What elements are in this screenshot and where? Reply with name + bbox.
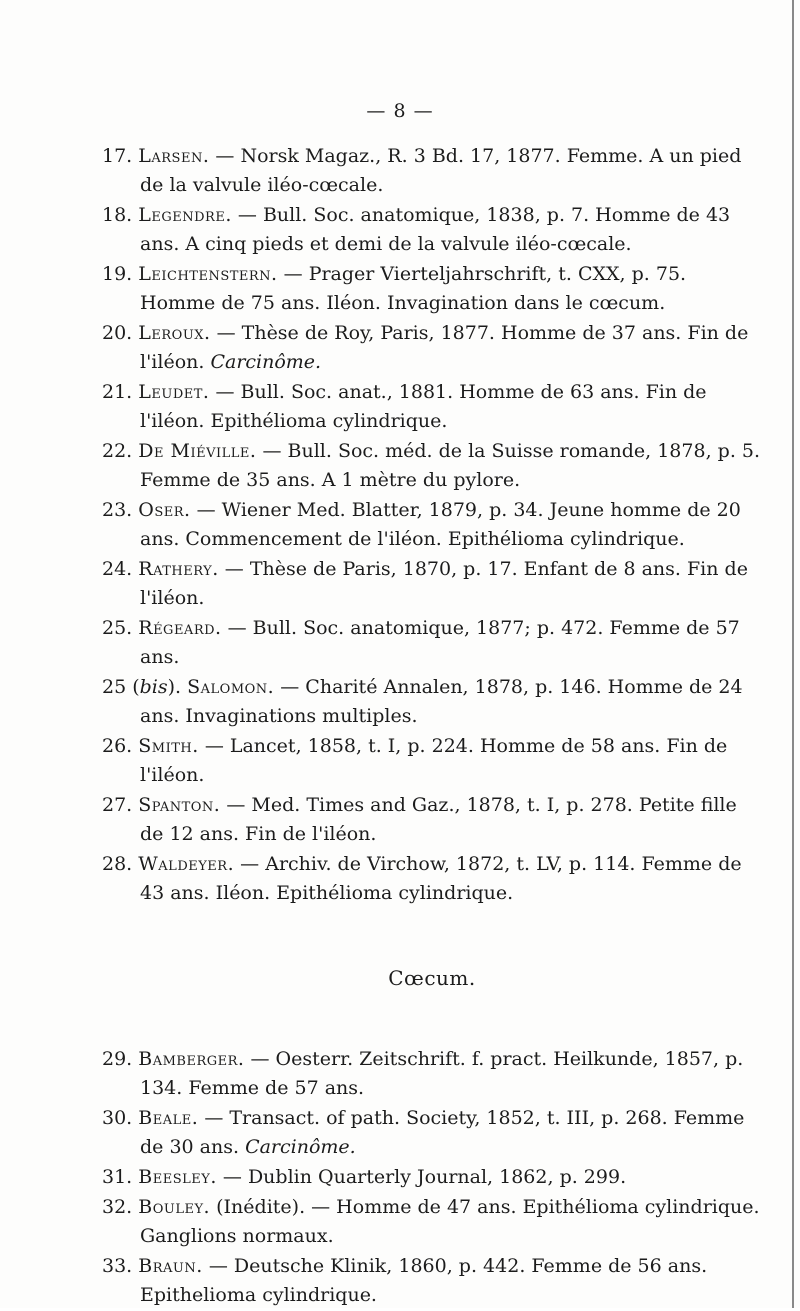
entry-number: 33. bbox=[102, 1255, 133, 1277]
entry-text: (Inédite). — Homme de 47 ans. Epithélioma cylindrique. Ganglions normaux. bbox=[140, 1196, 760, 1247]
entry-text: — Bull. Soc. anatomique, 1877; p. 472. Femme de 57 ans. bbox=[140, 617, 740, 668]
entry-author: Beale. bbox=[138, 1107, 199, 1129]
entry-25-bis bbox=[102, 673, 762, 731]
entry-text: — Bull. Soc. méd. de la Suisse romande, 1878, p. 5. Femme de 35 ans. A 1 mètre du pylore. bbox=[140, 440, 761, 491]
entry-29 bbox=[102, 1045, 762, 1103]
page-number: — 8 — bbox=[366, 100, 434, 122]
entry-number: 27. bbox=[102, 794, 133, 816]
entry-author: Oser. bbox=[138, 499, 191, 521]
entry-bis: bis bbox=[139, 676, 168, 698]
entry-text: — Bull. Soc. anat., 1881. Homme de 63 ans. Fin de l'iléon. Epithélioma cylindrique. bbox=[140, 381, 707, 432]
entry-author: Spanton. bbox=[138, 794, 221, 816]
entry-text: — Norsk Magaz., R. 3 Bd. 17, 1877. Femme. A un pied de la valvule iléo-cœcale. bbox=[140, 145, 742, 196]
entry-number: 19. bbox=[102, 263, 133, 285]
entry-author: Legendre. bbox=[138, 204, 232, 226]
entry-author: Braun. bbox=[138, 1255, 203, 1277]
entry-italic-note: Carcinôme. bbox=[245, 1136, 356, 1158]
entry-author: Bouley. bbox=[138, 1196, 211, 1218]
entry-author: Salomon. bbox=[187, 676, 275, 698]
entry-24 bbox=[102, 555, 762, 613]
entry-text: — Thèse de Paris, 1870, p. 17. Enfant de 8 ans. Fin de l'iléon. bbox=[140, 558, 748, 609]
entry-number: 20. bbox=[102, 322, 133, 344]
entry-text: — Thèse de Roy, Paris, 1877. Homme de 37 ans. Fin de l'iléon. bbox=[140, 322, 749, 373]
entry-bis-close: ). bbox=[167, 676, 188, 698]
entry-21 bbox=[102, 378, 762, 436]
entry-number: 22. bbox=[102, 440, 133, 462]
bibliography-list bbox=[102, 142, 762, 1311]
entry-23 bbox=[102, 496, 762, 554]
entry-text: — Transact. of path. Society, 1852, t. III, p. 268. Femme de 30 ans. bbox=[140, 1107, 745, 1158]
section-heading: Cœcum. bbox=[388, 966, 476, 990]
entry-author: Rathery. bbox=[138, 558, 219, 580]
entry-number: 32. bbox=[102, 1196, 133, 1218]
entry-number: 24. bbox=[102, 558, 133, 580]
entry-author: Régeard. bbox=[138, 617, 222, 639]
entry-author: De Miéville. bbox=[138, 440, 257, 462]
entry-32 bbox=[102, 1193, 762, 1251]
entry-28 bbox=[102, 850, 762, 908]
entry-number: 21. bbox=[102, 381, 133, 403]
entry-number: 26. bbox=[102, 735, 133, 757]
entry-text: — Charité Annalen, 1878, p. 146. Homme de 24 ans. Invaginations multiples. bbox=[140, 676, 743, 727]
entry-31 bbox=[102, 1163, 762, 1192]
entry-18 bbox=[102, 201, 762, 259]
entry-text: — Archiv. de Virchow, 1872, t. LV, p. 114. Femme de 43 ans. Iléon. Epithélioma cylindrique. bbox=[140, 853, 742, 904]
entry-text: — Dublin Quarterly Journal, 1862, p. 299. bbox=[216, 1166, 627, 1188]
entry-30 bbox=[102, 1104, 762, 1162]
entry-33 bbox=[102, 1252, 762, 1310]
entry-text: — Wiener Med. Blatter, 1879, p. 34. Jeune homme de 20 ans. Commencement de l'iléon. Epithélioma cylindrique. bbox=[140, 499, 741, 550]
entry-text: — Deutsche Klinik, 1860, p. 442. Femme de 56 ans. Epithelioma cylindrique. bbox=[140, 1255, 708, 1306]
entry-19 bbox=[102, 260, 762, 318]
entry-text: — Prager Vierteljahrschrift, t. CXX, p. 75. Homme de 75 ans. Iléon. Invagination dans le cœcum. bbox=[140, 263, 687, 314]
entry-text: — Med. Times and Gaz., 1878, t. I, p. 278. Petite fille de 12 ans. Fin de l'iléon. bbox=[140, 794, 737, 845]
entry-text: — Lancet, 1858, t. I, p. 224. Homme de 58 ans. Fin de l'iléon. bbox=[140, 735, 728, 786]
entry-author: Larsen. bbox=[138, 145, 210, 167]
entry-author: Waldeyer. bbox=[138, 853, 235, 875]
entry-number: 23. bbox=[102, 499, 133, 521]
entry-number: 25. bbox=[102, 617, 133, 639]
entry-text: — Bull. Soc. anatomique, 1838, p. 7. Homme de 43 ans. A cinq pieds et demi de la valvule iléo-cœcale. bbox=[140, 204, 731, 255]
entry-number: 29. bbox=[102, 1048, 133, 1070]
entry-number: 17. bbox=[102, 145, 133, 167]
entry-25 bbox=[102, 614, 762, 672]
entry-author: Leudet. bbox=[138, 381, 210, 403]
entry-number: 18. bbox=[102, 204, 133, 226]
entry-22 bbox=[102, 437, 762, 495]
entry-26 bbox=[102, 732, 762, 790]
entry-author: Leichtenstern. bbox=[138, 263, 278, 285]
entry-27 bbox=[102, 791, 762, 849]
page-edge-shadow bbox=[792, 0, 794, 1308]
entry-author: Leroux. bbox=[138, 322, 211, 344]
entry-20 bbox=[102, 319, 762, 377]
entry-author: Smith. bbox=[138, 735, 199, 757]
entry-author: Beesley. bbox=[138, 1166, 217, 1188]
entry-number: 31. bbox=[102, 1166, 133, 1188]
entry-text: — Oesterr. Zeitschrift. f. pract. Heilkunde, 1857, p. 134. Femme de 57 ans. bbox=[140, 1048, 744, 1099]
entry-number: 28. bbox=[102, 853, 133, 875]
entry-number: 25 ( bbox=[102, 676, 140, 698]
entry-17 bbox=[102, 142, 762, 200]
entry-italic-note: Carcinôme. bbox=[210, 351, 322, 373]
entry-author: Bamberger. bbox=[138, 1048, 245, 1070]
entry-number: 30. bbox=[102, 1107, 133, 1129]
